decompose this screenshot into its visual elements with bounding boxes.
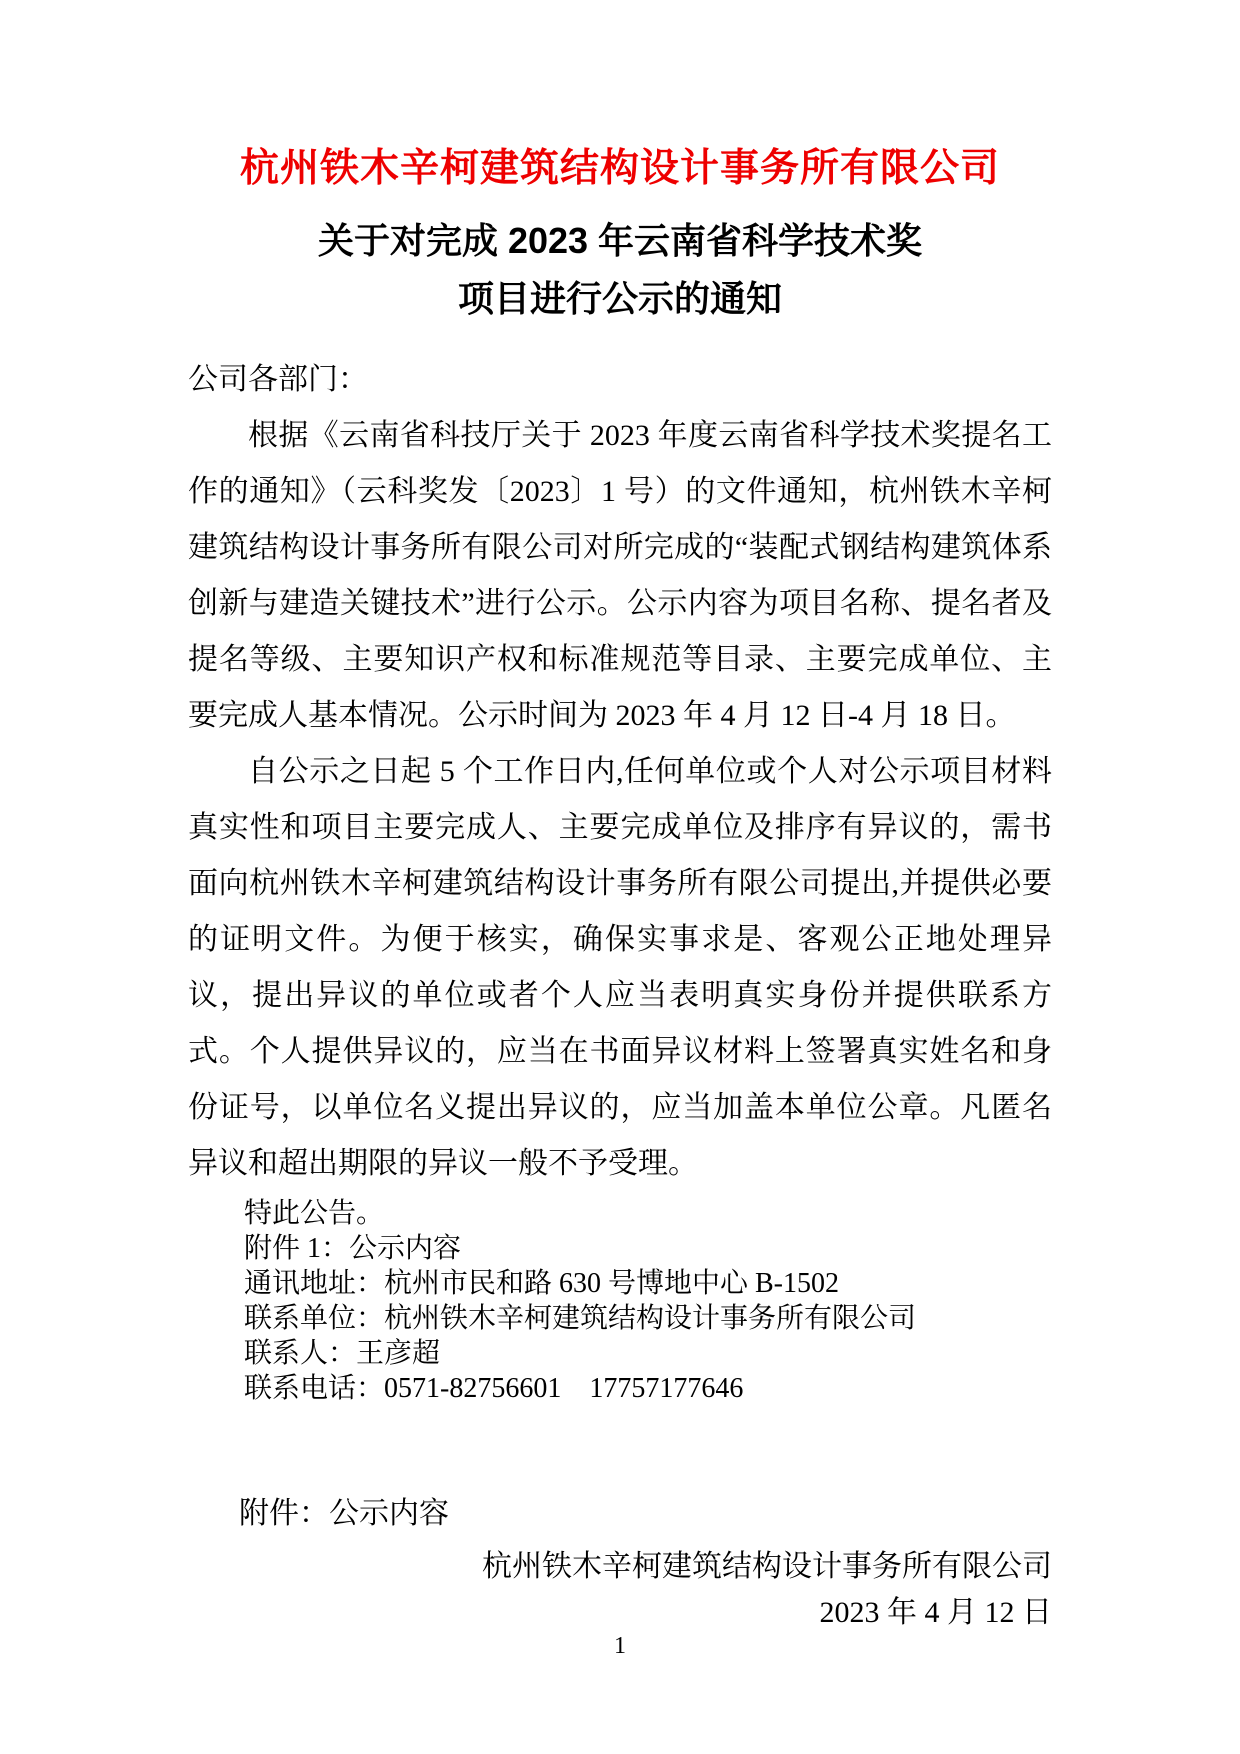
contact-person: 联系人：王彦超 <box>244 1338 441 1369</box>
page-number: 1 <box>614 1633 626 1659</box>
company-title: 杭州铁木辛柯建筑结构设计事务所有限公司 <box>239 147 1000 190</box>
closing-note: 特此公告。 <box>244 1198 385 1229</box>
contact-unit: 联系单位：杭州铁木辛柯建筑结构设计事务所有限公司 <box>244 1303 917 1334</box>
contact-address: 通讯地址：杭州市民和路 630 号博地中心 B-1502 <box>244 1268 840 1299</box>
body-paragraph-1: 根据《云南省科技厅关于 2023 年度云南省科学技术奖提名工作的通知》（云科奖发〔2023〕1 号）的文件通知，杭州铁木辛柯建筑结构设计事务所有限公司对所完成的“装配式钢结构建筑体系创新与建造关键技术”进行公示。公示内容为项目名称、提名者及提名等级、主要知识产权和标准规范等目录、主要完成单位、主要完成人基本情况。公示时间为 2023 年 4 月 12 日-4 月 18 日。 <box>188 419 1052 732</box>
attachment-reference: 附件：公示内容 <box>239 1497 449 1530</box>
attachment-note: 附件 1：公示内容 <box>244 1233 462 1264</box>
salutation: 公司各部门： <box>188 363 368 396</box>
notice-title-line1: 关于对完成 2023 年云南省科学技术奖 <box>317 220 923 261</box>
body-paragraph-2: 自公示之日起 5 个工作日内,任何单位或个人对公示项目材料真实性和项目主要完成人、主要完成单位及排序有异议的，需书面向杭州铁木辛柯建筑结构设计事务所有限公司提出,并提供必要的证明文件。为便于核实，确保实事求是、客观公正地处理异议，提出异议的单位或者个人应当表明真实身份并提供联系方式。个人提供异议的，应当在书面异议材料上签署真实姓名和身份证号，以单位名义提出异议的，应当加盖本单位公章。凡匿名异议和超出期限的异议一般不予受理。 <box>188 755 1052 1180</box>
signature-date: 2023 年 4 月 12 日 <box>819 1596 1052 1629</box>
notes-block <box>188 1196 1052 1406</box>
contact-phone: 联系电话：0571-82756601 17757177646 <box>244 1373 744 1404</box>
signature-company: 杭州铁木辛柯建筑结构设计事务所有限公司 <box>482 1550 1052 1583</box>
notice-title-line2: 项目进行公示的通知 <box>457 278 782 319</box>
signature-block <box>188 1494 1052 1636</box>
